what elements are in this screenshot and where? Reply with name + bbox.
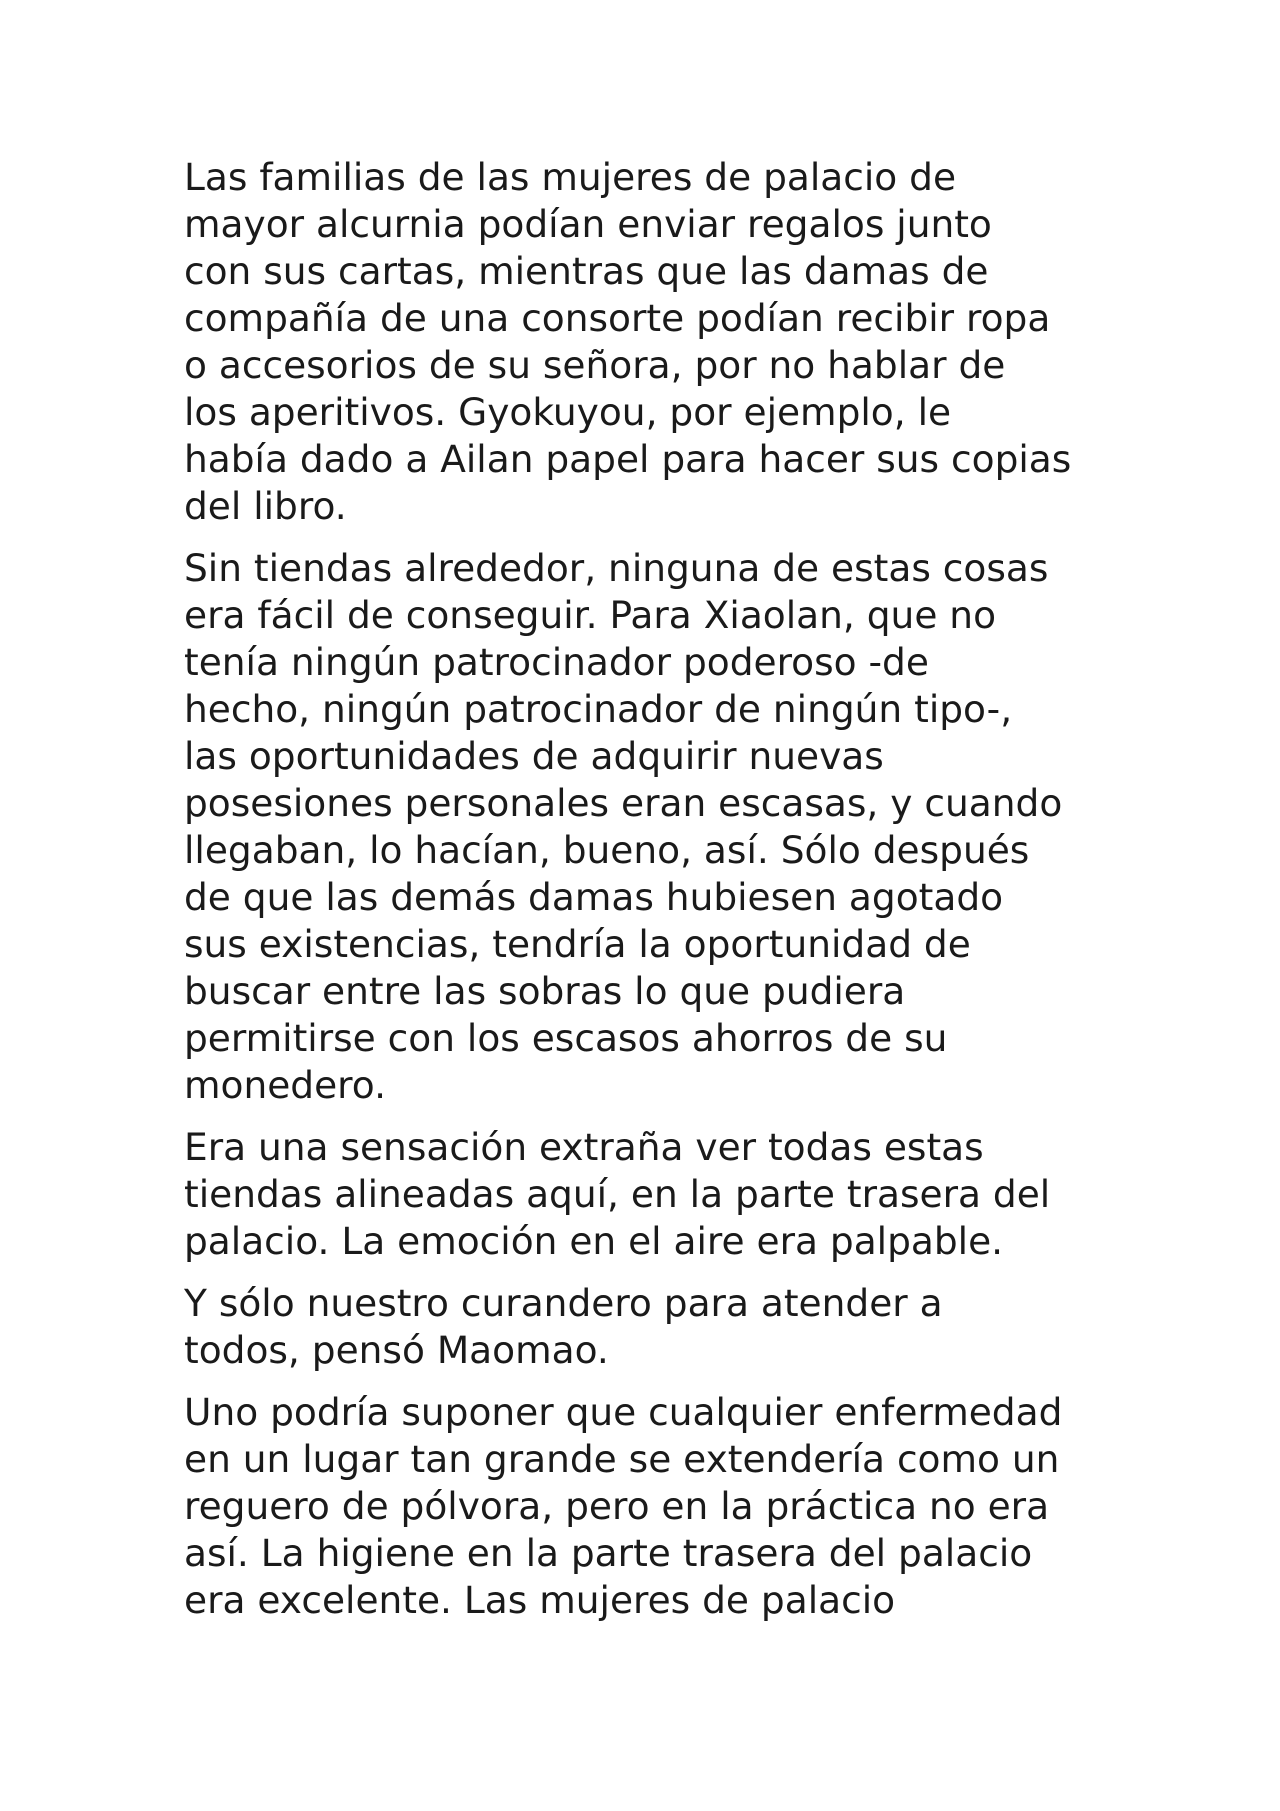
text-line: los aperitivos. Gyokuyou, por ejemplo, le [184, 390, 952, 434]
text-line: Uno podría suponer que cualquier enfermedad [184, 1390, 1063, 1434]
text-line: así. La higiene en la parte trasera del palacio [184, 1531, 1033, 1575]
text-line: las oportunidades de adquirir nuevas [184, 734, 884, 778]
text-line: hecho, ningún patrocinador de ningún tipo-, [184, 687, 1013, 731]
text-line: en un lugar tan grande se extendería como un [184, 1437, 1060, 1481]
text-line: o accesorios de su señora, por no hablar de [184, 343, 1006, 387]
paragraph-2 [184, 545, 1124, 1109]
text-line: compañía de una consorte podían recibir ropa [184, 296, 1051, 340]
text-line: con sus cartas, mientras que las damas de [184, 249, 989, 293]
text-line: llegaban, lo hacían, bueno, así. Sólo después [184, 828, 1030, 872]
text-line: Era una sensación extraña ver todas estas [184, 1125, 984, 1169]
text-line: monedero. [184, 1063, 386, 1107]
text-line: buscar entre las sobras lo que pudiera [184, 969, 906, 1013]
text-line: sus existencias, tendría la oportunidad de [184, 922, 971, 966]
text-line: de que las demás damas hubiesen agotado [184, 875, 1004, 919]
text-line: permitirse con los escasos ahorros de su [184, 1016, 948, 1060]
body-text [184, 154, 1124, 1639]
text-line: Las familias de las mujeres de palacio de [184, 155, 957, 199]
paragraph-3 [184, 1124, 1124, 1265]
text-line: Y sólo nuestro curandero para atender a [184, 1281, 943, 1325]
text-line: tenía ningún patrocinador poderoso -de [184, 640, 929, 684]
text-line: reguero de pólvora, pero en la práctica no era [184, 1484, 1050, 1528]
text-line: era excelente. Las mujeres de palacio [184, 1578, 896, 1622]
text-line: Sin tiendas alrededor, ninguna de estas cosas [184, 546, 1049, 590]
paragraph-4 [184, 1280, 1124, 1374]
paragraph-1 [184, 154, 1124, 530]
text-line: palacio. La emoción en el aire era palpable. [184, 1219, 1004, 1263]
text-line: era fácil de conseguir. Para Xiaolan, que no [184, 593, 997, 637]
text-line: había dado a Ailan papel para hacer sus copias [184, 437, 1072, 481]
text-line: mayor alcurnia podían enviar regalos junto [184, 202, 992, 246]
text-line: tiendas alineadas aquí, en la parte trasera del [184, 1172, 1051, 1216]
text-line: del libro. [184, 484, 347, 528]
paragraph-5 [184, 1389, 1124, 1624]
text-line: todos, pensó Maomao. [184, 1328, 609, 1372]
text-line: posesiones personales eran escasas, y cuando [184, 781, 1063, 825]
